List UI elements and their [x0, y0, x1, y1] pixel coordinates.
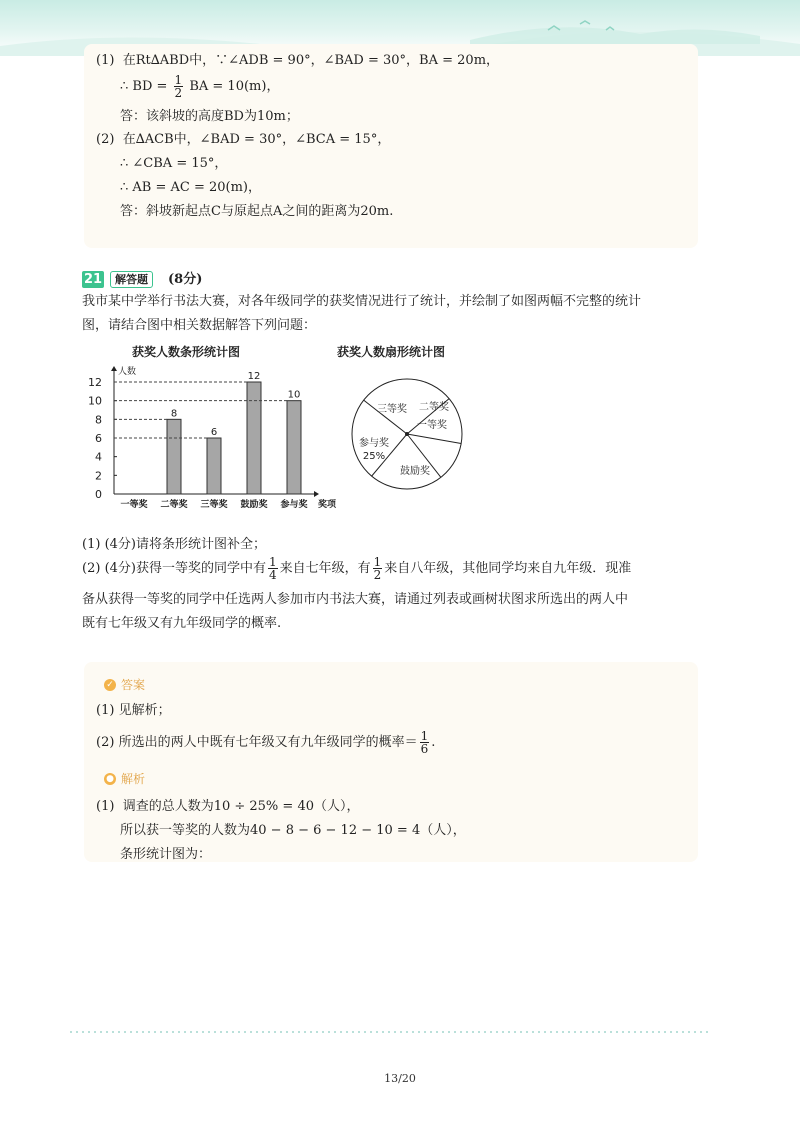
- analysis-1: (1) 调查的总人数为10 ÷ 25% = 40（人），: [96, 799, 360, 814]
- answer-tag: ✓ 答案: [104, 676, 145, 693]
- x-axis-arrow: [314, 491, 319, 497]
- pie-center: [405, 432, 409, 436]
- bar-chart-title: 获奖人数条形统计图: [132, 345, 241, 359]
- y-tick-label: 6: [95, 432, 102, 445]
- bar: [287, 401, 301, 494]
- x-tick-label: 二等奖: [160, 500, 188, 510]
- fraction: $\frac{1}{6}$: [420, 729, 429, 756]
- pie-slice-label: 二等奖: [419, 402, 449, 413]
- answer-1: (1) 见解析；: [96, 703, 171, 718]
- sub-question-2-line3: 既有七年级又有九年级同学的概率.: [82, 616, 282, 631]
- analysis-2: 所以获一等奖的人数为40 − 8 − 6 − 12 − 10 = 4（人），: [120, 823, 466, 838]
- fraction: $\frac{1}{2}$: [174, 73, 183, 100]
- bar-data-label: 10: [287, 389, 301, 401]
- y-tick-label: 8: [95, 413, 102, 427]
- question-number: 21: [83, 272, 103, 287]
- prev-l6: ∴ AB = AC = 20(m)，: [120, 180, 262, 195]
- y-axis-arrow: [111, 366, 117, 371]
- bird-icon: [580, 21, 590, 24]
- y-tick-label: 0: [95, 488, 102, 501]
- sub-question-2: (2) (4分)获得一等奖的同学中有 $\frac{1}{4}$ 来自七年级，有 $\frac{1}{2}$ 来自八年级，其他同学均来自九年级．现准: [82, 555, 632, 582]
- fraction: $\frac{1}{4}$: [269, 555, 277, 582]
- y-axis-label: 人数: [118, 367, 137, 377]
- pie-chart-title: 获奖人数扇形统计图: [337, 345, 446, 359]
- lightbulb-icon: ●: [104, 773, 116, 785]
- pie-slice-label: 鼓励奖: [400, 466, 430, 477]
- x-axis-label: 奖项: [318, 500, 337, 510]
- bar: [247, 382, 261, 494]
- check-icon: ✓: [104, 679, 116, 691]
- question-stem-2: 图，请结合图中相关数据解答下列问题：: [82, 318, 317, 333]
- prev-l5: ∴ ∠CBA = 15°，: [120, 156, 228, 171]
- pie-slice-label: 参与奖: [359, 438, 389, 449]
- footer-dotted-divider: [68, 1031, 710, 1033]
- bar-data-label: 6: [210, 427, 218, 438]
- x-tick-label: 参与奖: [280, 500, 308, 510]
- prev-l4: (2) 在∆ACB中，∠BAD = 30°，∠BCA = 15°，: [96, 132, 391, 147]
- prev-l1: (1) 在Rt∆ABD中，∵∠ADB = 90°，∠BAD = 30°，BA = 20m，: [96, 53, 500, 68]
- prev-l2: ∴ BD = $\frac{1}{2}$ BA = 10(m)，: [120, 73, 280, 100]
- prev-l7: 答：斜坡新起点C与原起点A之间的距离为20m.: [120, 204, 394, 219]
- bar-data-label: 8: [170, 408, 178, 420]
- x-tick-label: 鼓励奖: [240, 500, 268, 510]
- x-tick-label: 一等奖: [120, 500, 148, 510]
- question-type-badge: 解答题: [110, 271, 153, 288]
- fraction: $\frac{1}{2}$: [373, 555, 382, 582]
- sub-question-2-line2: 备从获得一等奖的同学中任选两人参加市内书法大赛，请通过列表或画树状图求所选出的两人中: [82, 592, 629, 607]
- bar: [167, 419, 181, 494]
- prev-l3: 答：该斜坡的高度BD为10m；: [120, 109, 299, 124]
- pie-slice-label: 一等奖: [417, 420, 447, 431]
- analysis-3: 条形统计图为：: [120, 847, 212, 862]
- y-tick-label: 10: [88, 394, 102, 408]
- question-stem-1: 我市某中学举行书法大赛，对各年级同学的获奖情况进行了统计，并绘制了如图两幅不完整的统计: [82, 294, 642, 309]
- y-tick-label: 12: [88, 376, 102, 389]
- bar: [207, 438, 221, 494]
- analysis-tag: ● 解析: [104, 770, 145, 787]
- y-tick-label: 2: [95, 469, 102, 483]
- pie-slice-percent: 25%: [362, 451, 386, 462]
- charts-figure: [82, 340, 482, 515]
- x-tick-label: 三等奖: [200, 500, 228, 510]
- y-tick-label: 4: [95, 450, 102, 464]
- page-number: 13/20: [384, 1072, 416, 1085]
- question-score: (8分): [168, 272, 203, 287]
- pie-slice-label: 三等奖: [377, 404, 407, 415]
- answer-2: (2) 所选出的两人中既有七年级又有九年级同学的概率＝ $\frac{1}{6}$ .: [96, 729, 436, 756]
- sub-question-1: (1) (4分)请将条形统计图补全；: [82, 537, 266, 552]
- bar-data-label: 12: [247, 371, 261, 382]
